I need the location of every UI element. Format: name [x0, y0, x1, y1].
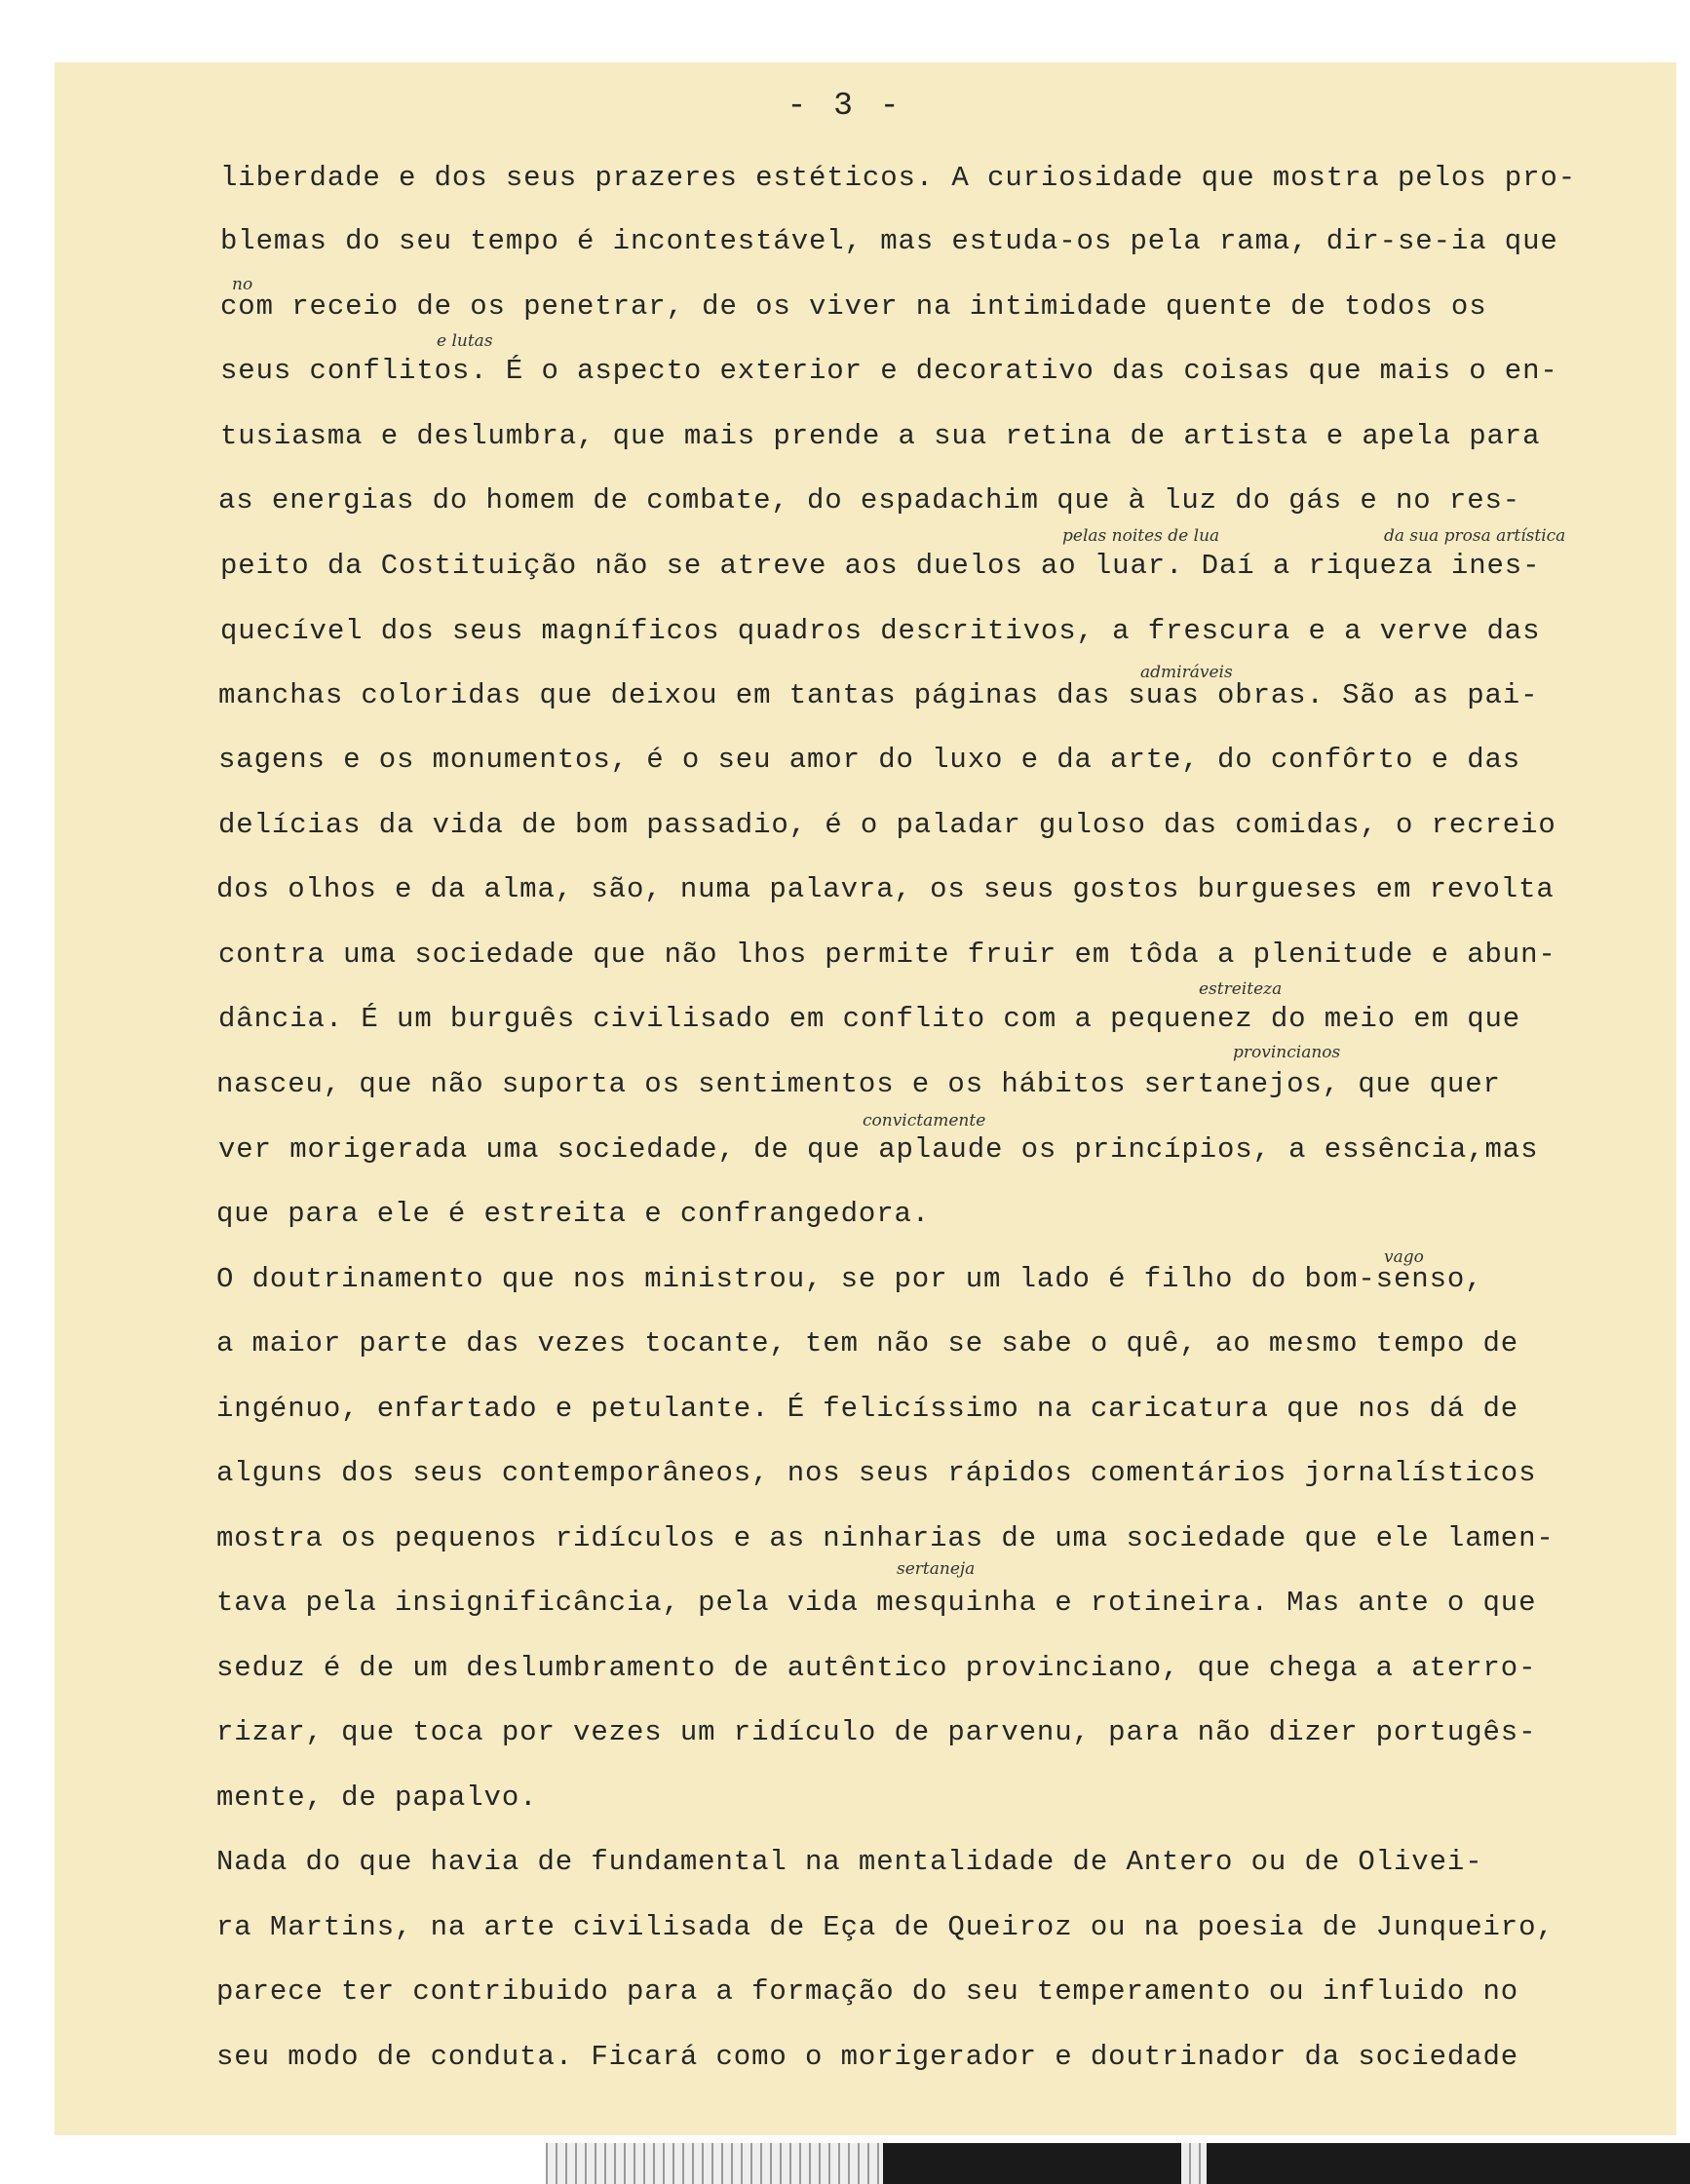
- text-line: tusiasma e deslumbra, que mais prende a sua retina de artista e apela para: [220, 420, 1541, 452]
- text-line: nasceu, que não suporta os sentimentos e os hábitos sertanejos, que quer: [216, 1068, 1501, 1100]
- margin-note: vago: [1384, 1247, 1424, 1267]
- text-line: parece ter contribuido para a formação do seu temperamento ou influido no: [216, 1975, 1519, 2008]
- text-line: as energias do homem de combate, do espadachim que à luz do gás e no res-: [218, 484, 1521, 517]
- text-line: a maior parte das vezes tocante, tem não se sabe o quê, ao mesmo tempo de: [216, 1327, 1519, 1360]
- color-target-black-2: [1207, 2143, 1690, 2184]
- text-line: peito da Costituição não se atreve aos duelos ao luar. Daí a riqueza ines-: [220, 550, 1541, 582]
- text-line: blemas do seu tempo é incontestável, mas estuda-os pela rama, dir-se-ia que: [220, 225, 1558, 257]
- text-line: contra uma sociedade que não lhos permite fruir em tôda a plenitude e abun-: [218, 939, 1556, 971]
- text-line: quecível dos seus magníficos quadros descritivos, a frescura e a verve das: [220, 615, 1541, 647]
- text-line: alguns dos seus contemporâneos, nos seus rápidos comentários jornalísticos: [216, 1457, 1537, 1489]
- text-line: dância. É um burguês civilisado em conflito com a pequenez do meio em que: [218, 1003, 1521, 1035]
- text-line: O doutrinamento que nos ministrou, se por um lado é filho do bom-senso,: [216, 1263, 1483, 1295]
- text-line: tava pela insignificância, pela vida mesquinha e rotineira. Mas ante o que: [216, 1587, 1537, 1619]
- text-line: dos olhos e da alma, são, numa palavra, os seus gostos burgueses em revolta: [216, 873, 1555, 905]
- margin-note: da sua prosa artística: [1384, 526, 1566, 546]
- margin-note: e lutas: [437, 331, 493, 351]
- text-line: rizar, que toca por vezes um ridículo de parvenu, para não dizer portugês-: [216, 1716, 1537, 1748]
- margin-note: pelas noites de lua: [1062, 526, 1220, 546]
- text-line: seus conflitos. É o aspecto exterior e decorativo das coisas que mais o en-: [220, 355, 1558, 387]
- text-line: seu modo de conduta. Ficará como o morigerador e doutrinador da sociedade: [216, 2041, 1519, 2073]
- text-line: seduz é de um deslumbramento de autêntico provinciano, que chega a aterro-: [216, 1652, 1537, 1684]
- page-number: - 3 -: [787, 88, 903, 124]
- margin-note: admiráveis: [1140, 663, 1233, 682]
- text-line: ingénuo, enfartado e petulante. É felicíssimo na caricatura que nos dá de: [216, 1393, 1519, 1425]
- color-target-black-1: [883, 2143, 1181, 2184]
- text-line: liberdade e dos seus prazeres estéticos. A curiosidade que mostra pelos pro-: [220, 162, 1577, 194]
- text-line: com receio de os penetrar, de os viver na intimidade quente de todos os: [220, 290, 1487, 323]
- text-line: manchas coloridas que deixou em tantas páginas das suas obras. São as pai-: [218, 679, 1539, 711]
- text-line: ra Martins, na arte civilisada de Eça de Queiroz ou na poesia de Junqueiro,: [216, 1911, 1555, 1943]
- text-line: sagens e os monumentos, é o seu amor do luxo e da arte, do confôrto e das: [218, 744, 1521, 776]
- margin-note: estreiteza: [1199, 979, 1283, 999]
- text-line: que para ele é estreita e confrangedora.: [216, 1198, 931, 1230]
- text-line: delícias da vida de bom passadio, é o paladar guloso das comidas, o recreio: [218, 809, 1556, 841]
- margin-note: no: [232, 275, 253, 294]
- text-line: mostra os pequenos ridículos e as ninharias de uma sociedade que ele lamen-: [216, 1522, 1555, 1554]
- margin-note: sertaneja: [897, 1559, 976, 1579]
- text-line: Nada do que havia de fundamental na mentalidade de Antero ou de Olivei-: [216, 1846, 1483, 1878]
- text-line: ver morigerada uma sociedade, de que aplaude os princípios, a essência,mas: [218, 1133, 1539, 1166]
- margin-note: convictamente: [863, 1111, 986, 1130]
- text-line: mente, de papalvo.: [216, 1782, 538, 1814]
- margin-note: provincianos: [1233, 1043, 1341, 1062]
